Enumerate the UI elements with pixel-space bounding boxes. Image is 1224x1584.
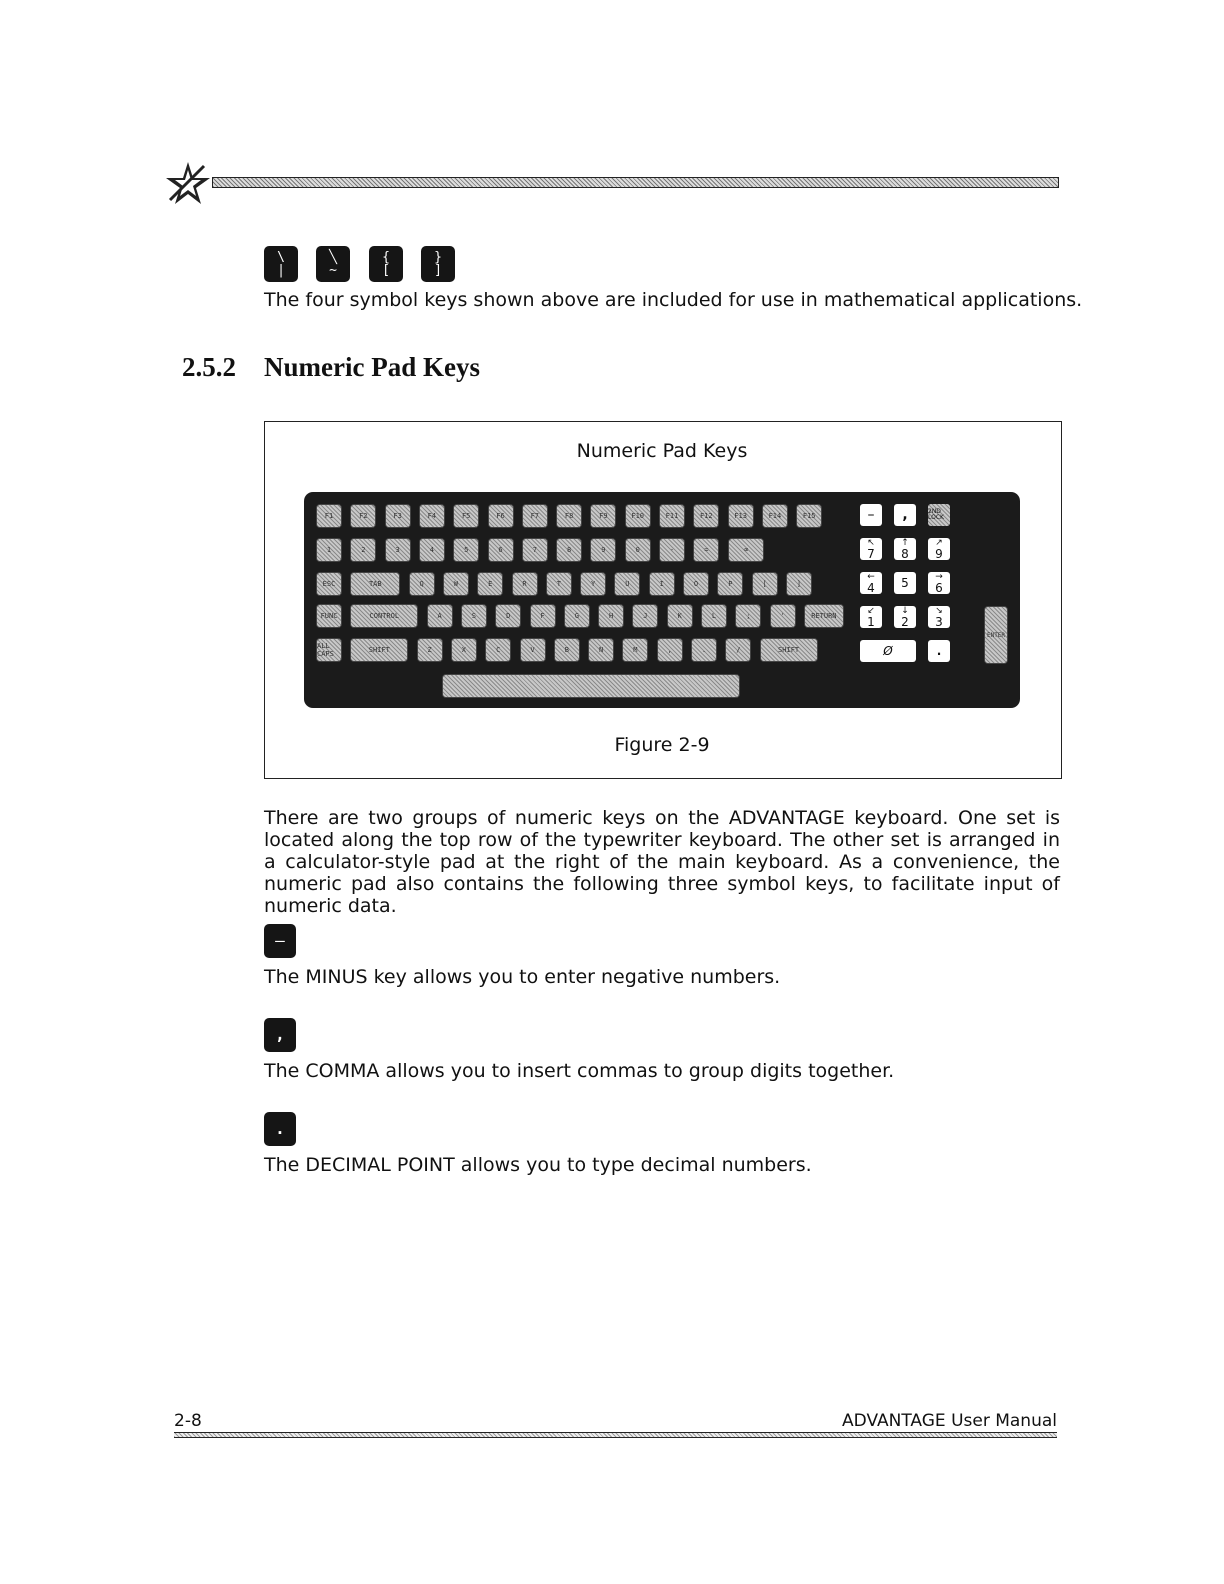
keyboard-key: L [701,604,727,628]
keyboard-key: P [717,572,743,596]
keyboard-key: ⌫ [728,538,764,562]
keyboard-key: X [451,638,477,662]
keyboard-key: F2 [350,504,376,528]
intro-text: The four symbol keys shown above are included for use in mathematical applications. [264,289,1083,311]
keyboard-key: F10 [625,504,651,528]
keyboard-key: F1 [316,504,342,528]
keyboard-key: F [530,604,556,628]
numpad-arrow-icon: ↙ [867,605,875,616]
numpad-arrow-icon: ↖ [867,537,875,548]
keyboard-key: 9 [590,538,616,562]
keyboard-key: Y [580,572,606,596]
section-title: Numeric Pad Keys [264,352,480,382]
keyboard-key: A [427,604,453,628]
keyboard-key: S [461,604,487,628]
keyboard-key: C [485,638,511,662]
numpad-digit: 7 [867,546,875,561]
keyboard-illustration [304,492,1020,708]
keyboard-key: 6 [488,538,514,562]
keyboard-key: 2 [350,538,376,562]
numpad-digit: 9 [935,546,943,561]
symbol-key-icon [264,246,298,282]
keyboard-key: , [657,638,683,662]
keyboard-key: FUNC [316,604,342,628]
numpad-key: Ø [860,640,916,662]
decimal-point-key-description: The DECIMAL POINT allows you to type decimal numbers. [264,1154,812,1176]
keyboard-key: ' [770,604,796,628]
numpad-key [860,538,882,560]
minus-key-icon: – [264,924,296,958]
keyboard-key: / [725,638,751,662]
keyboard-key: = [693,538,719,562]
symbol-key-bottom: ~ [329,263,337,278]
numpad-key [928,606,950,628]
numpad-digit: 2 [901,614,909,629]
numpad-key [894,538,916,560]
keyboard-key: 8 [556,538,582,562]
figure-title: Numeric Pad Keys [576,440,748,462]
keyboard-key: F4 [419,504,445,528]
numpad-arrow-icon: ↑ [901,537,909,548]
keyboard-key: ; [735,604,761,628]
numpad-key: – [860,504,882,526]
numpad-key [860,572,882,594]
numpad-key: 2ND LOCK [928,504,950,526]
footer-page-number: 2-8 [174,1411,202,1431]
keyboard-key: J [632,604,658,628]
keyboard-key: [ [752,572,778,596]
keyboard-key: T [546,572,572,596]
numeric-keys-paragraph: There are two groups of numeric keys on the ADVANTAGE keyboard. One set is located along the top row of the typewriter keyboard. The other set is arranged in a calculator-style pad at the right of the main keyboard. As a convenience, the numeric pad also contains the following three symbol keys, to facilitate input of numeric data. [264,807,1060,917]
keyboard-key: SHIFT [350,638,408,662]
keyboard-key: E [477,572,503,596]
keyboard-key: B [554,638,580,662]
numpad-key [928,538,950,560]
symbol-key-top: { [382,250,390,265]
numpad-digit: 5 [901,576,909,590]
numpad-digit: 6 [935,580,943,595]
keyboard-key: U [614,572,640,596]
decimal-point-key-icon: . [264,1112,296,1146]
numpad-arrow-icon: ← [867,571,875,582]
keyboard-key: ESC [316,572,342,596]
symbol-key-icon [369,246,403,282]
keyboard-key: ] [786,572,812,596]
numpad-key [894,606,916,628]
keyboard-key: F6 [488,504,514,528]
numpad-digit: 8 [901,546,909,561]
symbol-key-icon [421,246,455,282]
keyboard-key: F3 [385,504,411,528]
numpad-key [860,606,882,628]
keyboard-key: F12 [693,504,719,528]
numpad-arrow-icon: → [935,571,943,582]
keyboard-key: F14 [762,504,788,528]
keyboard-key: O [683,572,709,596]
keyboard-key: F9 [590,504,616,528]
numpad-arrow-icon: ↓ [901,605,909,616]
keyboard-key: RETURN [804,604,844,628]
numpad-enter-key: ENTER [984,606,1008,664]
keyboard-key: G [564,604,590,628]
keyboard-key: 7 [522,538,548,562]
keyboard-key: SHIFT [760,638,818,662]
keyboard-key: F11 [659,504,685,528]
keyboard-key: CONTROL [350,604,418,628]
symbol-key-bottom: [ [382,263,390,278]
keyboard-key: F8 [556,504,582,528]
keyboard-key: 0 [625,538,651,562]
section-number: 2.5.2 [182,352,236,382]
keyboard-key: I [649,572,675,596]
symbol-key-top: \ [277,250,285,265]
figure-caption: Figure 2-9 [614,734,710,756]
keyboard-key: K [667,604,693,628]
numpad-key: , [894,504,916,526]
keyboard-key: Q [409,572,435,596]
star-logo-icon [164,160,212,206]
numpad-key: . [928,640,950,662]
keyboard-key: F13 [728,504,754,528]
keyboard-key: F15 [796,504,822,528]
keyboard-key: W [443,572,469,596]
keyboard-key: 1 [316,538,342,562]
numpad-key [894,572,916,594]
footer-rule [174,1432,1057,1438]
keyboard-key: . [691,638,717,662]
comma-key-description: The COMMA allows you to insert commas to group digits together. [264,1060,895,1082]
keyboard-key: 5 [453,538,479,562]
keyboard-key: ALL CAPS [316,638,342,662]
space-bar-key [442,674,740,698]
comma-key-icon: , [264,1018,296,1052]
symbol-key-bottom: ] [434,263,442,278]
numpad-digit: 1 [867,614,875,629]
symbol-key-bottom: | [277,263,285,278]
keyboard-key: F7 [522,504,548,528]
symbol-key-icon [316,246,350,282]
minus-key-description: The MINUS key allows you to enter negative numbers. [264,966,781,988]
keyboard-key: H [598,604,624,628]
numpad-digit: 4 [867,580,875,595]
keyboard-key: R [512,572,538,596]
keyboard-key: D [495,604,521,628]
numpad-digit: 3 [935,614,943,629]
keyboard-key: N [588,638,614,662]
header-rule [212,177,1059,188]
numpad-arrow-icon: ↘ [935,605,943,616]
symbol-key-top: ╲ [329,250,337,265]
keyboard-key: Z [417,638,443,662]
keyboard-key: 4 [419,538,445,562]
keyboard-key: M [622,638,648,662]
keyboard-key: 3 [385,538,411,562]
keyboard-key: TAB [350,572,400,596]
numpad-key [928,572,950,594]
numpad-arrow-icon: ↗ [935,537,943,548]
keyboard-key: F5 [453,504,479,528]
footer-manual-title: ADVANTAGE User Manual [842,1411,1057,1431]
keyboard-key: V [520,638,546,662]
symbol-key-top: } [434,250,442,265]
keyboard-key: - [659,538,685,562]
